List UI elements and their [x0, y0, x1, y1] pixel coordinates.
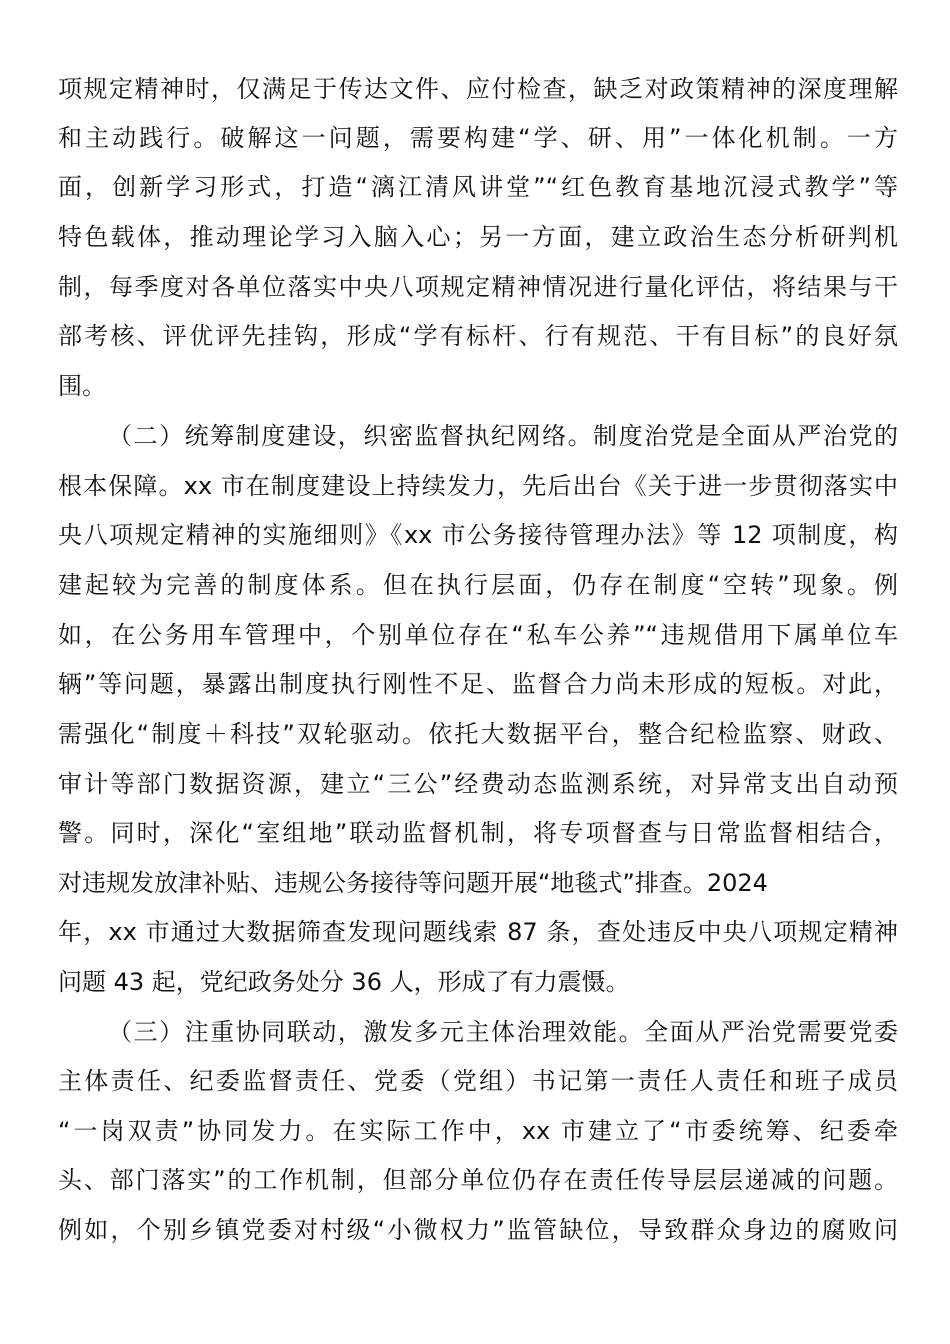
text-line: 如，在公务用车管理中，个别单位存在“私车公养”“违规借用下属单位车 — [58, 621, 898, 649]
text-line: 例如，个别乡镇党委对村级“小微权力”监管缺位，导致群众身边的腐败问 — [58, 1216, 898, 1244]
text-line: 制，每季度对各单位落实中央八项规定精神情况进行量化评估，将结果与干 — [58, 273, 898, 301]
text-line: 根本保障。xx 市在制度建设上持续发力，先后出台《关于进一步贯彻落实中 — [58, 472, 898, 500]
text-line: 部考核、评优评先挂钩，形成“学有标杆、行有规范、干有目标”的良好氛 — [58, 322, 898, 350]
text-line: 头、部门落实”的工作机制，但部分单位仍存在责任传导层层递减的问题。 — [58, 1166, 898, 1194]
text-line: 对违规发放津补贴、违规公务接待等问题开展“地毯式”排查。2024 — [58, 869, 768, 897]
text-line: 主体责任、纪委监督责任、党委（党组）书记第一责任人责任和班子成员 — [58, 1067, 898, 1095]
text-line: 年，xx 市通过大数据筛查发现问题线索 87 条，查处违反中央八项规定精神 — [58, 918, 898, 946]
text-line: 和主动践行。破解这一问题，需要构建“学、研、用”一体化机制。一方 — [58, 124, 898, 152]
text-line: 建起较为完善的制度体系。但在执行层面，仍存在制度“空转”现象。例 — [58, 571, 898, 599]
text-line: 辆”等问题，暴露出制度执行刚性不足、监督合力尚未形成的短板。对此， — [58, 670, 898, 698]
text-line: 问题 43 起，党纪政务处分 36 人，形成了有力震慑。 — [58, 968, 630, 996]
text-line: 面，创新学习形式，打造“漓江清风讲堂”“红色教育基地沉浸式教学”等 — [58, 173, 898, 201]
text-line: 围。 — [58, 372, 106, 400]
text-line: 警。同时，深化“室组地”联动监督机制，将专项督查与日常监督相结合， — [58, 819, 898, 847]
section-heading-line: （二）统筹制度建设，织密监督执纪网络。制度治党是全面从严治党的 — [108, 422, 898, 450]
text-line: 特色载体，推动理论学习入脑入心；另一方面，建立政治生态分析研判机 — [58, 223, 898, 251]
text-line: 审计等部门数据资源，建立“三公”经费动态监测系统，对异常支出自动预 — [58, 770, 898, 798]
text-line: 央八项规定精神的实施细则》《xx 市公务接待管理办法》等 12 项制度，构 — [58, 521, 898, 549]
text-line: 项规定精神时，仅满足于传达文件、应付检查，缺乏对政策精神的深度理解 — [58, 75, 898, 103]
text-line: 需强化“制度＋科技”双轮驱动。依托大数据平台，整合纪检监察、财政、 — [58, 720, 898, 748]
section-heading-line: （三）注重协同联动，激发多元主体治理效能。全面从严治党需要党委 — [108, 1018, 898, 1046]
text-line: “一岗双责”协同发力。在实际工作中，xx 市建立了“市委统筹、纪委牵 — [58, 1117, 898, 1145]
